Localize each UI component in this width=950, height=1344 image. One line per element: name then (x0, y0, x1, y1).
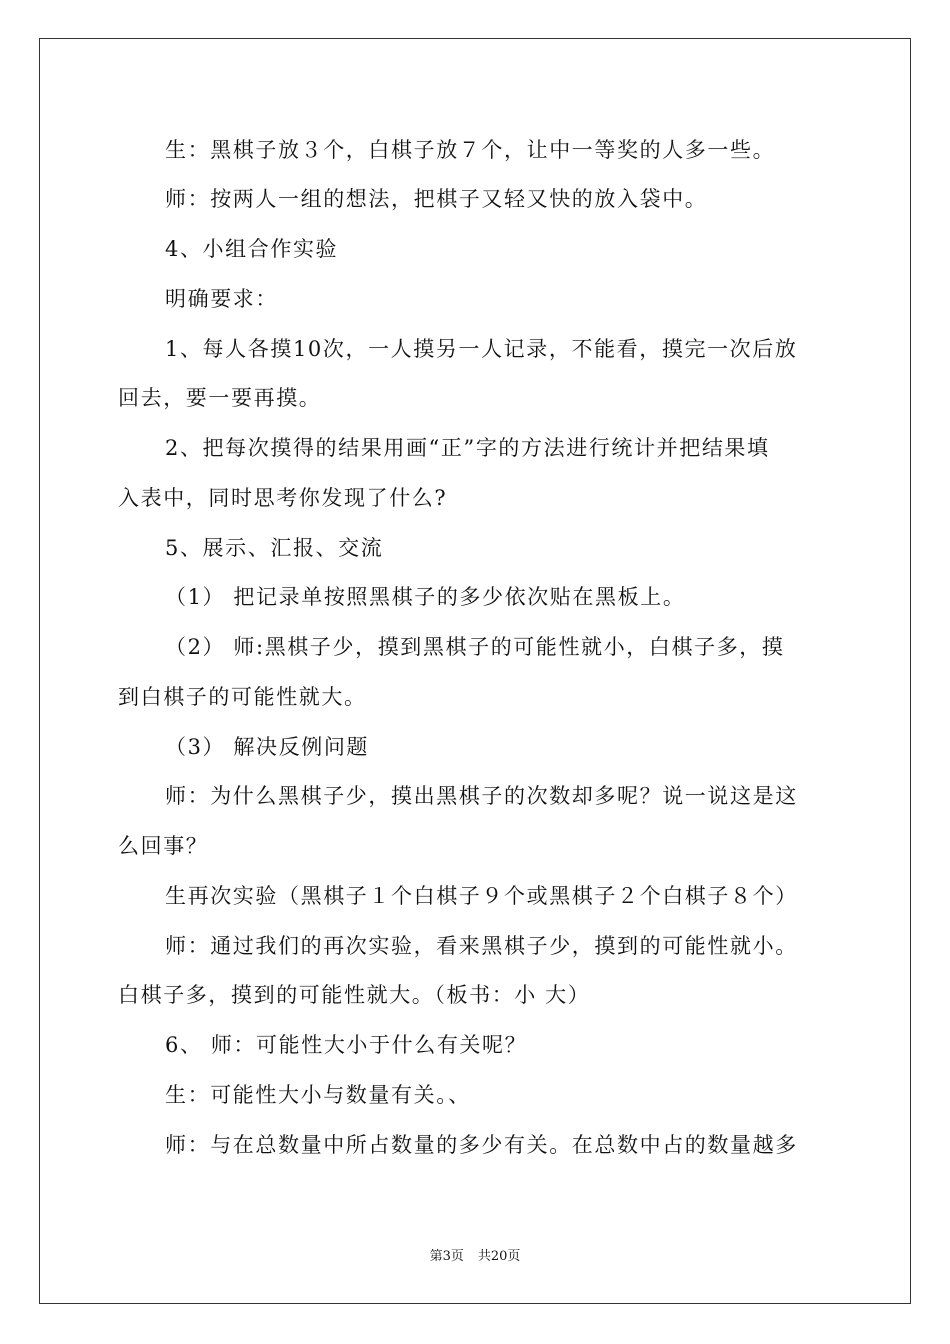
page-number: 第3页 (429, 1249, 464, 1264)
paragraph-line: 6、 师：可能性大小于什么有关呢？ (165, 1033, 528, 1057)
paragraph-line: （3） 解决反例问题 (165, 735, 370, 759)
paragraph-line: 5、展示、汇报、交流 (165, 536, 384, 560)
paragraph-line: 4、小组合作实验 (165, 237, 339, 261)
paragraph-line: 白棋子多，摸到的可能性就大。（板书：小 大） (118, 983, 591, 1007)
paragraph-line: 回去，要一要再摸。 (118, 386, 322, 410)
paragraph-line: 生再次实验（黑棋子１个白棋子９个或黑棋子２个白棋子８个） (165, 884, 798, 908)
paragraph-line: 生：黑棋子放３个，白棋子放７个，让中一等奖的人多一些。 (165, 138, 776, 162)
paragraph-line: 明确要求： (165, 287, 278, 311)
paragraph-line: 1、每人各摸10次，一人摸另一人记录，不能看，摸完一次后放 (165, 337, 798, 361)
page-footer (0, 1248, 950, 1266)
paragraph-line: 师：为什么黑棋子少，摸出黑棋子的次数却多呢？说一说这是这 (165, 784, 798, 808)
paragraph-line: （2） 师:黑棋子少，摸到黑棋子的可能性就小，白棋子多，摸 (165, 635, 785, 659)
paragraph-line: 师：按两人一组的想法，把棋子又轻又快的放入袋中。 (165, 187, 708, 211)
page-border (39, 38, 911, 1304)
paragraph-line: 入表中，同时思考你发现了什么? (118, 486, 448, 510)
paragraph-line: 师：与在总数量中所占数量的多少有关。在总数中占的数量越多 (165, 1133, 798, 1157)
paragraph-line: 么回事？ (118, 834, 209, 858)
paragraph-line: 到白棋子的可能性就大。 (118, 685, 367, 709)
paragraph-line: 师：通过我们的再次实验，看来黑棋子少，摸到的可能性就小。 (165, 934, 798, 958)
paragraph-line: 2、把每次摸得的结果用画“正”字的方法进行统计并把结果填 (165, 436, 770, 460)
paragraph-line: 生：可能性大小与数量有关。、 (165, 1083, 471, 1107)
page-total: 共20页 (477, 1249, 521, 1264)
paragraph-line: （1） 把记录单按照黑棋子的多少依次贴在黑板上。 (165, 585, 686, 609)
